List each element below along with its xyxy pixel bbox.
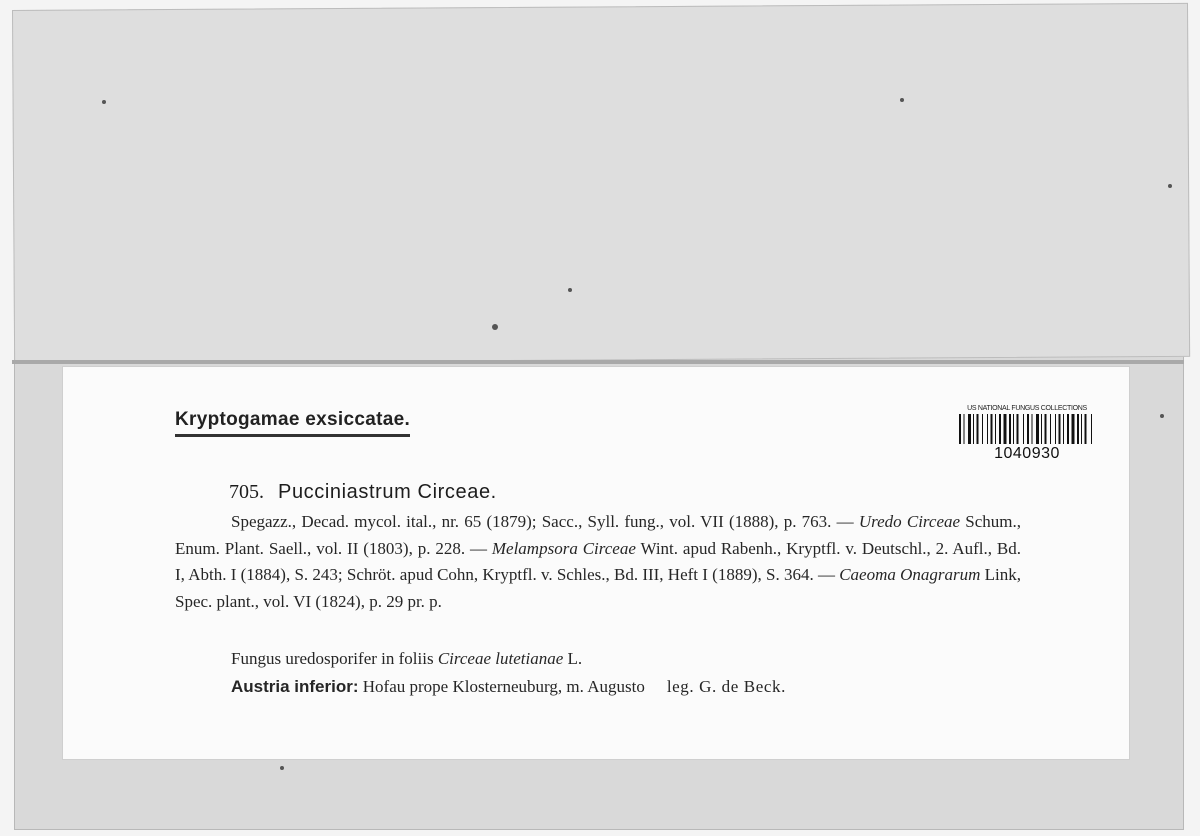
host-name: Circeae lutetianae [437,649,564,668]
citation-taxon: Melampsora Circeae [491,538,636,558]
host-line [231,649,582,669]
paper-speck [568,288,572,292]
locality-text: Hofau prope Klosterneuburg, m. Augusto [358,677,645,696]
citation-segment: Schum., Enum. Plant. Saell., vol. II (1803), p. 228. — [175,512,1021,558]
host-suffix: L. [563,649,583,668]
paper-speck [1168,184,1172,188]
paper-speck [900,98,904,102]
barcode-number: 1040930 [994,445,1060,462]
locality-label: Austria inferior: [231,677,359,696]
citation-text [175,509,1021,615]
series-title: Kryptogamae exsiccatae. [175,409,410,437]
barcode-institution: US NATIONAL FUNGUS COLLECTIONS [967,405,1087,412]
paper-speck [102,100,106,104]
barcode-image [959,414,1095,444]
taxon-name: Pucciniastrum Circeae. [278,481,497,503]
paper-speck [492,324,498,330]
citation-taxon: Uredo Circeae [858,512,961,531]
flap-edge [12,360,1184,364]
citation-taxon: Caeoma Onagrarum [839,565,981,584]
barcode-block [957,405,1097,463]
citation-segment: Link, Spec. plant., vol. VI (1824), p. 29 pr. p. [175,565,1022,611]
citation-segment: Spegazz., Decad. mycol. ital., nr. 65 (1879); Sacc., Syll. fung., vol. VII (1888), p. 763. — [231,512,859,531]
citation-segment: Wint. apud Rabenh., Kryptfl. v. Deutschl., 2. Aufl., Bd. I, Abth. I (1884), S. 243; Schröt. apud Cohn, Kryptfl. v. Schles., Bd. III, Heft I (1889), S. 364. — [175,538,1022,584]
taxon-entry [229,481,497,504]
specimen-label [62,366,1130,760]
locality-line [231,677,786,697]
collector: leg. G. de Beck. [666,677,786,696]
host-prefix: Fungus uredosporifer in foliis [231,649,438,668]
paper-speck [1160,414,1164,418]
paper-speck [280,766,284,770]
specimen-number: 705. [229,481,264,503]
packet-flap [12,3,1190,364]
